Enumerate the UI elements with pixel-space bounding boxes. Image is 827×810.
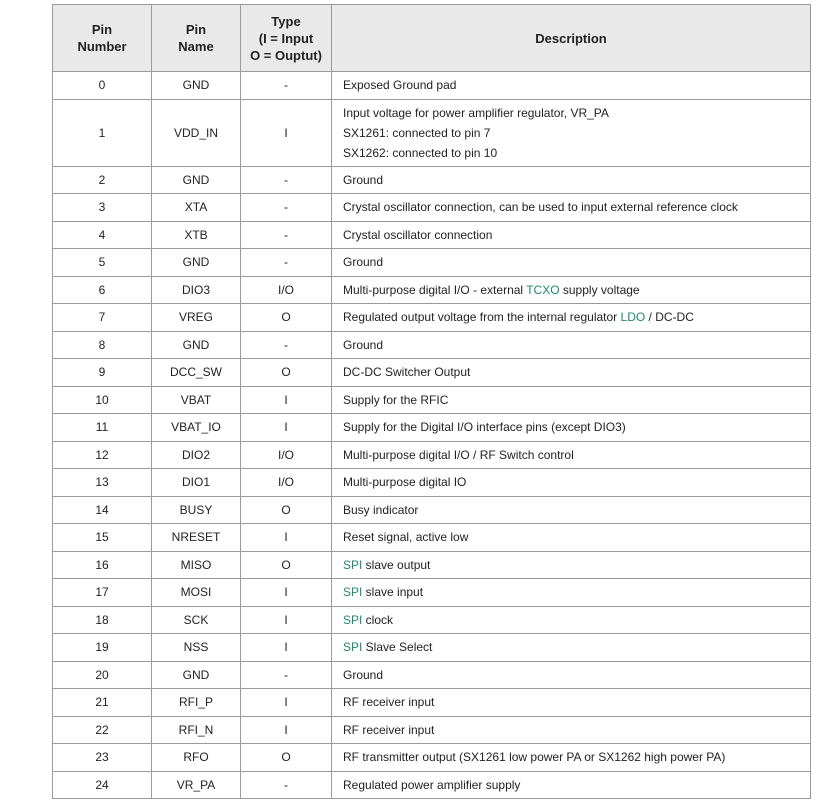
table-row bbox=[53, 304, 811, 332]
glossary-term: LDO bbox=[620, 310, 646, 325]
pin-name-cell: DIO1 bbox=[152, 469, 241, 497]
table-row bbox=[53, 441, 811, 469]
pin-number-cell: 4 bbox=[53, 221, 152, 249]
pin-number-cell: 1 bbox=[53, 99, 152, 166]
table-header-row bbox=[53, 5, 811, 72]
pin-type-cell: O bbox=[241, 551, 332, 579]
description-text: / DC-DC bbox=[645, 310, 694, 325]
description-line bbox=[343, 103, 810, 123]
description-line bbox=[343, 445, 810, 465]
pin-name-cell: BUSY bbox=[152, 496, 241, 524]
pin-type-cell: I bbox=[241, 716, 332, 744]
pin-description-cell bbox=[332, 551, 811, 579]
pin-description-cell bbox=[332, 72, 811, 100]
pin-name-cell: VDD_IN bbox=[152, 99, 241, 166]
description-text: Multi-purpose digital I/O / RF Switch control bbox=[343, 447, 574, 462]
pin-description-cell bbox=[332, 606, 811, 634]
description-line bbox=[343, 197, 810, 217]
pin-name-cell: VBAT bbox=[152, 386, 241, 414]
pin-description-cell bbox=[332, 441, 811, 469]
description-line bbox=[343, 500, 810, 520]
pin-description-cell bbox=[332, 496, 811, 524]
pin-type-cell: I/O bbox=[241, 441, 332, 469]
description-text: RF receiver input bbox=[343, 695, 435, 710]
table-row bbox=[53, 249, 811, 277]
description-line bbox=[343, 555, 810, 575]
pin-type-cell: I bbox=[241, 386, 332, 414]
header-type-line: O = Ouptut) bbox=[250, 47, 322, 63]
description-text: Ground bbox=[343, 172, 384, 187]
pin-table-container bbox=[52, 4, 810, 799]
pin-type-cell: - bbox=[241, 331, 332, 359]
pin-number-cell: 17 bbox=[53, 579, 152, 607]
pin-type-cell: I bbox=[241, 524, 332, 552]
description-text: Reset signal, active low bbox=[343, 530, 469, 545]
description-text: SX1261: connected to pin 7 bbox=[343, 125, 491, 140]
pin-description-cell bbox=[332, 414, 811, 442]
pin-number-cell: 6 bbox=[53, 276, 152, 304]
pin-description-cell bbox=[332, 469, 811, 497]
pin-description-cell bbox=[332, 661, 811, 689]
table-row bbox=[53, 634, 811, 662]
description-line bbox=[343, 170, 810, 190]
pin-name-cell: RFI_P bbox=[152, 689, 241, 717]
pin-description-cell bbox=[332, 359, 811, 387]
pin-number-cell: 9 bbox=[53, 359, 152, 387]
pin-description-cell bbox=[332, 99, 811, 166]
pin-type-cell: - bbox=[241, 221, 332, 249]
pin-number-cell: 22 bbox=[53, 716, 152, 744]
description-text: clock bbox=[362, 612, 394, 627]
pin-number-cell: 2 bbox=[53, 166, 152, 194]
pin-description-cell bbox=[332, 579, 811, 607]
pin-number-cell: 19 bbox=[53, 634, 152, 662]
pin-number-cell: 18 bbox=[53, 606, 152, 634]
pin-name-cell: NSS bbox=[152, 634, 241, 662]
table-row bbox=[53, 771, 811, 799]
description-text: DC-DC Switcher Output bbox=[343, 365, 471, 380]
pin-description-cell bbox=[332, 194, 811, 222]
pin-number-cell: 15 bbox=[53, 524, 152, 552]
table-row bbox=[53, 524, 811, 552]
description-line bbox=[343, 582, 810, 602]
description-line bbox=[343, 637, 810, 657]
pin-description-cell bbox=[332, 744, 811, 772]
description-text: Ground bbox=[343, 667, 384, 682]
table-row bbox=[53, 221, 811, 249]
table-row bbox=[53, 276, 811, 304]
pin-description-cell bbox=[332, 249, 811, 277]
header-description: Description bbox=[332, 5, 811, 72]
pin-type-cell: I bbox=[241, 579, 332, 607]
description-line bbox=[343, 225, 810, 245]
pin-type-cell: I bbox=[241, 689, 332, 717]
table-row bbox=[53, 331, 811, 359]
description-text: Slave Select bbox=[362, 640, 433, 655]
pin-type-cell: I bbox=[241, 414, 332, 442]
table-row bbox=[53, 496, 811, 524]
glossary-term: SPI bbox=[343, 640, 363, 655]
description-line bbox=[343, 335, 810, 355]
pin-name-cell: RFI_N bbox=[152, 716, 241, 744]
pin-name-cell: GND bbox=[152, 661, 241, 689]
header-pin-name-line: Name bbox=[178, 39, 214, 54]
pin-name-cell: DCC_SW bbox=[152, 359, 241, 387]
pin-name-cell: NRESET bbox=[152, 524, 241, 552]
description-line bbox=[343, 252, 810, 272]
description-text: Exposed Ground pad bbox=[343, 78, 457, 93]
table-row bbox=[53, 689, 811, 717]
description-line bbox=[343, 75, 810, 95]
pin-name-cell: XTA bbox=[152, 194, 241, 222]
description-line bbox=[343, 390, 810, 410]
pin-number-cell: 8 bbox=[53, 331, 152, 359]
pin-type-cell: I bbox=[241, 606, 332, 634]
pin-number-cell: 5 bbox=[53, 249, 152, 277]
pin-type-cell: I/O bbox=[241, 469, 332, 497]
pin-name-cell: XTB bbox=[152, 221, 241, 249]
description-line bbox=[343, 123, 810, 143]
pin-number-cell: 13 bbox=[53, 469, 152, 497]
description-line bbox=[343, 692, 810, 712]
description-text: Crystal oscillator connection, can be used to input external reference clock bbox=[343, 200, 738, 215]
pin-name-cell: DIO2 bbox=[152, 441, 241, 469]
table-row bbox=[53, 579, 811, 607]
pin-description-cell bbox=[332, 166, 811, 194]
description-text: Supply for the Digital I/O interface pins (except DIO3) bbox=[343, 420, 626, 435]
pin-type-cell: - bbox=[241, 194, 332, 222]
glossary-term: TCXO bbox=[526, 282, 560, 297]
description-line bbox=[343, 143, 810, 163]
description-line bbox=[343, 417, 810, 437]
pin-number-cell: 3 bbox=[53, 194, 152, 222]
description-text: Busy indicator bbox=[343, 502, 419, 517]
header-type-line: Type bbox=[271, 13, 301, 29]
description-text: slave output bbox=[362, 557, 431, 572]
description-line bbox=[343, 747, 810, 767]
header-type-line: (I = Input bbox=[258, 30, 314, 46]
pin-number-cell: 7 bbox=[53, 304, 152, 332]
pin-description-cell bbox=[332, 634, 811, 662]
description-text: Regulated power amplifier supply bbox=[343, 777, 521, 792]
pin-name-cell: VREG bbox=[152, 304, 241, 332]
pin-type-cell: I/O bbox=[241, 276, 332, 304]
pin-name-cell: DIO3 bbox=[152, 276, 241, 304]
pin-description-table bbox=[52, 4, 811, 799]
glossary-term: SPI bbox=[343, 585, 363, 600]
table-row bbox=[53, 72, 811, 100]
description-text: Crystal oscillator connection bbox=[343, 227, 493, 242]
table-body bbox=[53, 72, 811, 799]
pin-number-cell: 23 bbox=[53, 744, 152, 772]
pin-number-cell: 21 bbox=[53, 689, 152, 717]
description-line bbox=[343, 280, 810, 300]
pin-name-cell: GND bbox=[152, 166, 241, 194]
pin-name-cell: VR_PA bbox=[152, 771, 241, 799]
glossary-term: SPI bbox=[343, 557, 363, 572]
pin-type-cell: - bbox=[241, 661, 332, 689]
pin-description-cell bbox=[332, 304, 811, 332]
description-line bbox=[343, 472, 810, 492]
pin-type-cell: I bbox=[241, 99, 332, 166]
header-type bbox=[241, 5, 332, 72]
pin-description-cell bbox=[332, 771, 811, 799]
description-text: Regulated output voltage from the internal regulator bbox=[343, 310, 621, 325]
pin-description-cell bbox=[332, 524, 811, 552]
description-text: slave input bbox=[362, 585, 424, 600]
glossary-term: SPI bbox=[343, 612, 363, 627]
table-row bbox=[53, 99, 811, 166]
pin-type-cell: - bbox=[241, 166, 332, 194]
description-line bbox=[343, 527, 810, 547]
description-line bbox=[343, 720, 810, 740]
pin-number-cell: 16 bbox=[53, 551, 152, 579]
pin-name-cell: MOSI bbox=[152, 579, 241, 607]
pin-type-cell: I bbox=[241, 634, 332, 662]
description-line bbox=[343, 307, 810, 327]
description-line bbox=[343, 362, 810, 382]
table-row bbox=[53, 551, 811, 579]
pin-description-cell bbox=[332, 716, 811, 744]
pin-name-cell: MISO bbox=[152, 551, 241, 579]
table-row bbox=[53, 359, 811, 387]
pin-name-cell: GND bbox=[152, 331, 241, 359]
description-text: Multi-purpose digital IO bbox=[343, 475, 467, 490]
pin-description-cell bbox=[332, 276, 811, 304]
description-text: Ground bbox=[343, 255, 384, 270]
table-row bbox=[53, 166, 811, 194]
pin-type-cell: - bbox=[241, 72, 332, 100]
table-row bbox=[53, 469, 811, 497]
pin-name-cell: GND bbox=[152, 72, 241, 100]
pin-type-cell: O bbox=[241, 496, 332, 524]
description-text: RF receiver input bbox=[343, 722, 435, 737]
header-pin-number-line: Pin bbox=[91, 22, 113, 37]
table-row bbox=[53, 194, 811, 222]
pin-description-cell bbox=[332, 386, 811, 414]
pin-type-cell: O bbox=[241, 304, 332, 332]
pin-description-cell bbox=[332, 331, 811, 359]
description-text: supply voltage bbox=[559, 282, 640, 297]
header-pin-number bbox=[53, 5, 152, 72]
pin-number-cell: 20 bbox=[53, 661, 152, 689]
header-pin-number-line: Number bbox=[77, 39, 127, 54]
description-text: RF transmitter output (SX1261 low power PA or SX1262 high power PA) bbox=[343, 750, 726, 765]
table-row bbox=[53, 661, 811, 689]
description-text: Multi-purpose digital I/O - external bbox=[343, 282, 527, 297]
pin-name-cell: SCK bbox=[152, 606, 241, 634]
description-text: Supply for the RFIC bbox=[343, 392, 449, 407]
pin-number-cell: 24 bbox=[53, 771, 152, 799]
pin-number-cell: 10 bbox=[53, 386, 152, 414]
pin-name-cell: RFO bbox=[152, 744, 241, 772]
pin-type-cell: - bbox=[241, 771, 332, 799]
table-row bbox=[53, 744, 811, 772]
description-text: SX1262: connected to pin 10 bbox=[343, 145, 498, 160]
pin-type-cell: O bbox=[241, 359, 332, 387]
table-row bbox=[53, 386, 811, 414]
pin-number-cell: 11 bbox=[53, 414, 152, 442]
pin-type-cell: - bbox=[241, 249, 332, 277]
table-row bbox=[53, 414, 811, 442]
table-row bbox=[53, 716, 811, 744]
description-line bbox=[343, 665, 810, 685]
description-text: Ground bbox=[343, 337, 384, 352]
pin-number-cell: 12 bbox=[53, 441, 152, 469]
pin-number-cell: 14 bbox=[53, 496, 152, 524]
pin-number-cell: 0 bbox=[53, 72, 152, 100]
pin-type-cell: O bbox=[241, 744, 332, 772]
pin-description-cell bbox=[332, 221, 811, 249]
description-line bbox=[343, 775, 810, 795]
header-pin-name bbox=[152, 5, 241, 72]
pin-name-cell: VBAT_IO bbox=[152, 414, 241, 442]
description-text: Input voltage for power amplifier regulator, VR_PA bbox=[343, 105, 609, 120]
description-line bbox=[343, 610, 810, 630]
header-pin-name-line: Pin bbox=[185, 22, 207, 37]
pin-name-cell: GND bbox=[152, 249, 241, 277]
pin-description-cell bbox=[332, 689, 811, 717]
table-row bbox=[53, 606, 811, 634]
